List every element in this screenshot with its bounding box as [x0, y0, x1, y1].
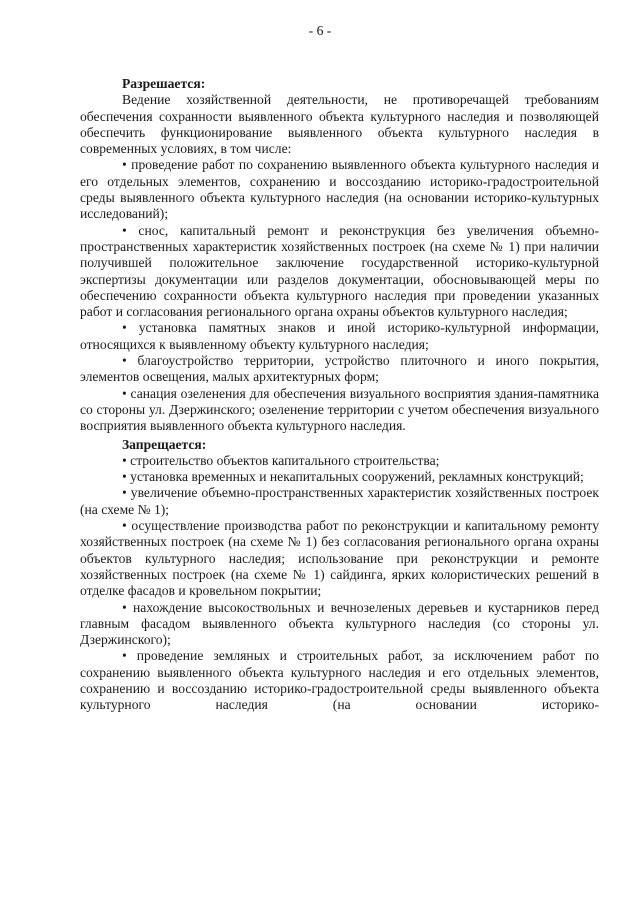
prohibited-item-temporary-structures: • установка временных и некапитальных сооружений, рекламных конструкций; [122, 469, 584, 485]
allowed-item-greenery-sanitation: • санация озеленения для обеспечения визуального восприятия здания-памятника со стороны ул. Дзержинского; озеленение территории с учетом обеспечения визуального восприятия выявленного объекта культурного наследия. [80, 385, 599, 434]
allowed-item-memorial-signs: • установка памятных знаков и иной историко-культурной информации, относящихся к выявленному объекту культурного наследия; [80, 320, 599, 352]
page-number: - 6 - [308, 23, 332, 38]
allowed-item-demolition-repair: • снос, капитальный ремонт и реконструкция без увеличения объемно-пространственных характеристик хозяйственных построек (на схеме № 1) при наличии получившей положительное заключение государственной историко-культурной экспертизы документации или разделов документации, обосновывающей меры по обеспечению сохранности объекта культурного наследия при проведении указанных работ и согласования регионального органа охраны объектов культурного наследия; [80, 222, 599, 320]
document-body [80, 76, 599, 714]
allowed-section [80, 76, 599, 435]
allowed-item-landscaping: • благоустройство территории, устройство плиточного и иного покрытия, элементов освещения, малых архитектурных форм; [80, 353, 599, 385]
prohibited-heading: Запрещается: [122, 436, 207, 452]
prohibited-item-tall-trees: • нахождение высокоствольных и вечнозеленых деревьев и кустарников перед главным фасадом выявленного объекта культурного наследия (со стороны ул. Дзержинского); [80, 599, 599, 648]
allowed-heading: Разрешается: [122, 76, 206, 91]
prohibited-item-volume-increase: • увеличение объемно-пространственных характеристик хозяйственных построек (на схеме № 1); [80, 485, 599, 517]
prohibited-item-unapproved-repair: • осуществление производства работ по реконструкции и капитальному ремонту хозяйственных построек (на схеме № 1) без согласования регионального органа охраны объектов культурного наследия; использование при реконструкции и ремонте хозяйственных построек (на схеме № 1) сайдинга, ярких колористических решений в отделке фасадов и кровельном покрытии; [80, 518, 599, 599]
allowed-item-preservation-works: • проведение работ по сохранению выявленного объекта культурного наследия и его отдельных элементов, сохранению и воссозданию историко-градостроительной среды выявленного объекта культурного наследия (на основании историко-культурных исследований); [80, 157, 599, 222]
prohibited-section [80, 437, 599, 714]
allowed-intro-paragraph: Ведение хозяйственной деятельности, не противоречащей требованиям обеспечения сохранности выявленного объекта культурного наследия и позволяющей обеспечить функционирование выявленного объекта культурного наследия в современных условиях, в том числе: [80, 92, 599, 157]
prohibited-item-earthworks: • проведение земляных и строительных работ, за исключением работ по сохранению выявленного объекта культурного наследия и его отдельных элементов, сохранению и воссозданию историко-градостроительной среды выявленного объекта культурного наследия (на основании историко- [80, 648, 599, 713]
prohibited-item-capital-construction: • строительство объектов капитального строительства; [122, 452, 440, 468]
